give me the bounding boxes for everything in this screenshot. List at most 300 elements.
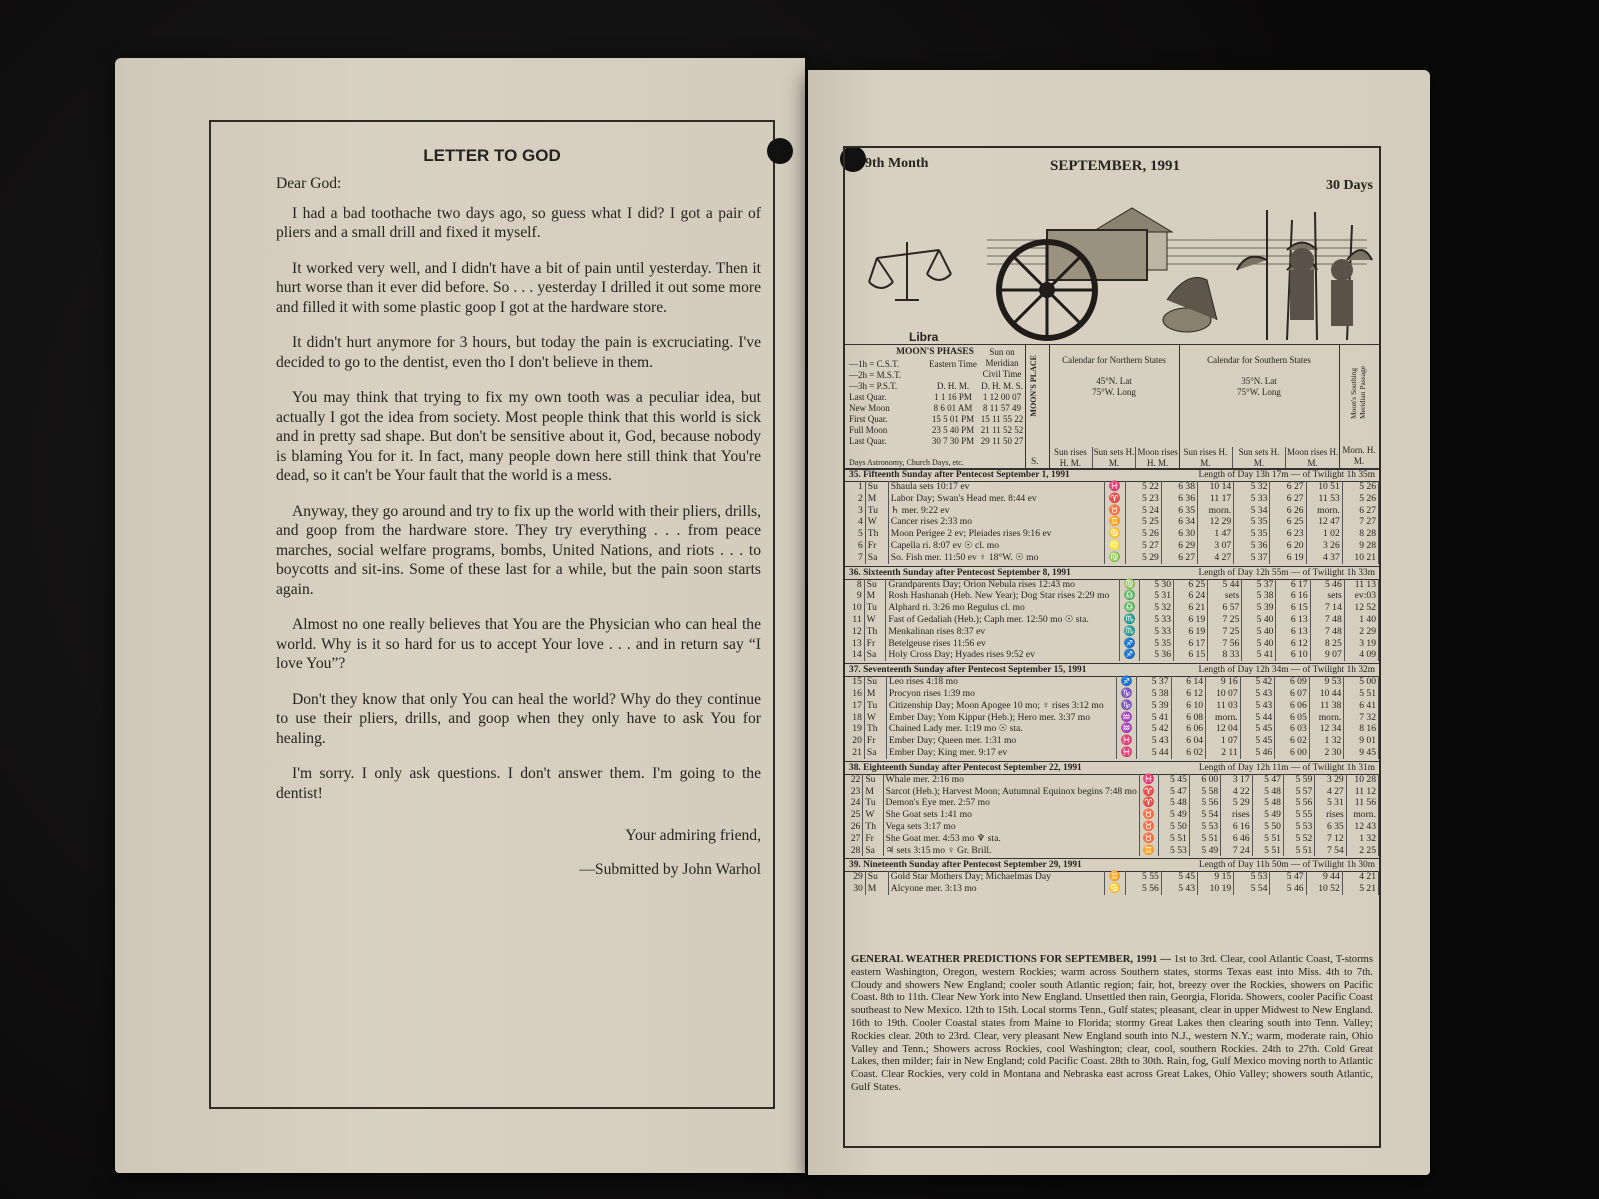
astronomy-event: Alphard ri. 3:26 mo Regulus cl. mo xyxy=(886,602,1120,614)
north-sunset: 5 56 xyxy=(1189,797,1220,809)
astronomy-event: She Goat sets 1:41 mo xyxy=(883,809,1139,821)
left-page xyxy=(115,58,805,1173)
north-sunset: 6 36 xyxy=(1161,493,1197,505)
north-moonrise: 5 29 xyxy=(1221,797,1252,809)
moon-sign: ♈ xyxy=(1139,797,1158,809)
week-table xyxy=(845,871,1379,895)
moon-sign: ♓ xyxy=(1117,747,1137,759)
morn-head: Morn. H. M. xyxy=(1342,445,1376,466)
south-sunset: 5 55 xyxy=(1283,809,1314,821)
weekday: M xyxy=(863,786,883,798)
weekday: Tu xyxy=(863,797,883,809)
moon-sign: ♉ xyxy=(1104,505,1125,517)
north-sunrise: 5 31 xyxy=(1139,590,1173,602)
moon-sign: ♓ xyxy=(1139,774,1158,786)
north-sunrise: 5 30 xyxy=(1139,579,1173,591)
day-number: 20 xyxy=(845,735,864,747)
south-sunrise: 5 35 xyxy=(1234,528,1270,540)
weekday: Tu xyxy=(864,602,886,614)
table-row xyxy=(845,845,1379,857)
week-title: 39. Nineteenth Sunday after Pentecost September 29, 1991 xyxy=(849,860,1082,871)
moon-sign: ♊ xyxy=(1104,871,1125,883)
moon-southing: 5 00 xyxy=(1344,676,1379,688)
north-sunset: 6 27 xyxy=(1161,552,1197,564)
weekday: Fr xyxy=(865,540,888,552)
south-sunset: 6 03 xyxy=(1275,723,1310,735)
moon-southing: 11 13 xyxy=(1344,579,1378,591)
astronomy-event: Rosh Hashanah (Heb. New Year); Dog Star rises 2:29 mo xyxy=(886,590,1120,602)
moon-sign: ♋ xyxy=(1104,528,1125,540)
south-sunrise: 5 41 xyxy=(1242,649,1276,661)
south-sunrise: 5 34 xyxy=(1234,505,1270,517)
day-number: 5 xyxy=(845,528,865,540)
weekday: Su xyxy=(864,579,886,591)
astronomy-event: Ember Day; King mer. 9:17 ev xyxy=(886,747,1116,759)
week-title: 38. Eighteenth Sunday after Pentecost September 22, 1991 xyxy=(849,762,1082,773)
north-moonrise: 9 16 xyxy=(1206,676,1241,688)
phase-name: First Quar. xyxy=(849,414,888,424)
astronomy-event: Alcyone mer. 3:13 mo xyxy=(888,883,1104,895)
moons-place-label: MOON'S PLACE xyxy=(1029,355,1038,417)
day-number: 19 xyxy=(845,723,864,735)
week-day-length: Length of Day 12h 55m — of Twilight 1h 33m xyxy=(1198,567,1375,578)
south-sunrise: 5 43 xyxy=(1240,700,1275,712)
north-sunset: 6 04 xyxy=(1171,735,1206,747)
letter-paragraph: Anyway, they go around and try to fix up the world with their pliers, drills, and goop from the hardware store. They try everything . . . from peace marches, social welfare programs, bombs, United Nations, and riots . . . to boycotts and sit-ins. Some of these last for a while, but the pain soon starts again. xyxy=(276,502,761,598)
south-sunrise: 5 45 xyxy=(1240,735,1275,747)
north-moonrise: 8 33 xyxy=(1208,649,1242,661)
civil-time-value: 21 11 52 52 xyxy=(980,425,1024,435)
table-row xyxy=(845,700,1379,712)
letter-paragraph: I'm sorry. I only ask questions. I don't answer them. I'm going to the dentist! xyxy=(276,765,761,802)
phase-name: Full Moon xyxy=(849,425,888,435)
phase-row xyxy=(849,403,901,414)
north-sunrise: 5 32 xyxy=(1139,602,1173,614)
southern-states-panel xyxy=(1179,345,1340,469)
astronomy-event: Holy Cross Day; Hyades rises 9:52 ev xyxy=(886,649,1120,661)
south-moonrise: morn. xyxy=(1306,505,1342,517)
north-sunrise: 5 33 xyxy=(1139,614,1173,626)
south-sunset: 6 16 xyxy=(1276,590,1310,602)
phase-row xyxy=(849,392,901,403)
north-sunrise: 5 41 xyxy=(1136,712,1171,724)
north-moonrise: 12 29 xyxy=(1198,516,1234,528)
south-sunset: 5 57 xyxy=(1283,786,1314,798)
south-moonrise: 10 51 xyxy=(1306,481,1342,493)
north-sunset: 6 08 xyxy=(1171,712,1206,724)
north-sunrise: 5 50 xyxy=(1158,821,1189,833)
week-title: 35. Fifteenth Sunday after Pentecost September 1, 1991 xyxy=(849,470,1070,480)
eastern-time-value: 15 5 01 PM xyxy=(931,414,975,424)
north-moonrise: 3 07 xyxy=(1198,540,1234,552)
week-header xyxy=(845,761,1379,775)
north-moonrise: 1 07 xyxy=(1206,735,1241,747)
south-sunset: 6 07 xyxy=(1275,688,1310,700)
moon-sign: ♎ xyxy=(1120,602,1140,614)
south-sunrise: 5 48 xyxy=(1252,797,1283,809)
north-sunset: 6 35 xyxy=(1161,505,1197,517)
north-moonrise: 6 46 xyxy=(1221,833,1252,845)
north-sunset: 6 38 xyxy=(1161,481,1197,493)
north-sunrise: 5 55 xyxy=(1125,871,1161,883)
day-number: 2 xyxy=(845,493,865,505)
north-moonrise: 2 11 xyxy=(1206,747,1241,759)
south-sunset: 5 47 xyxy=(1270,871,1306,883)
north-moonrise: 4 27 xyxy=(1198,552,1234,564)
north-sunset: 6 29 xyxy=(1161,540,1197,552)
south-sunset: 5 52 xyxy=(1283,833,1314,845)
moon-sign: ♐ xyxy=(1120,638,1140,650)
moon-southing: 9 45 xyxy=(1344,747,1379,759)
south-sunrise: 5 38 xyxy=(1242,590,1276,602)
right-page xyxy=(808,70,1430,1175)
south-moonrise: 7 54 xyxy=(1315,845,1346,857)
north-sunset: 6 10 xyxy=(1171,700,1206,712)
north-sunrise: 5 26 xyxy=(1125,528,1161,540)
dhm-head: D. H. M. xyxy=(936,381,970,391)
letter-signature: —Submitted by John Warhol xyxy=(579,861,761,878)
astronomy-event: Cancer rises 2:33 mo xyxy=(888,516,1104,528)
day-number: 16 xyxy=(845,688,864,700)
letter-frame xyxy=(209,120,775,1109)
table-row xyxy=(845,833,1379,845)
day-number: 12 xyxy=(845,626,864,638)
astronomy-event: Ember Day; Queen mer. 1:31 mo xyxy=(886,735,1116,747)
letter-greeting: Dear God: xyxy=(276,175,342,192)
north-sunset: 6 15 xyxy=(1174,649,1208,661)
moon-phases-panel xyxy=(845,345,1026,469)
north-sunset-head: Sun sets H. M. xyxy=(1093,447,1135,468)
north-sunrise: 5 36 xyxy=(1139,649,1173,661)
moon-southing: 2 25 xyxy=(1346,845,1378,857)
phase-name: Last Quar. xyxy=(849,436,887,446)
astronomy-event: She Goat mer. 4:53 mo ♆ sta. xyxy=(883,833,1139,845)
north-sunset: 6 24 xyxy=(1174,590,1208,602)
binding-hole xyxy=(767,138,793,164)
weekday: Su xyxy=(863,774,883,786)
south-sunrise: 5 47 xyxy=(1252,774,1283,786)
south-sunset: 6 00 xyxy=(1275,747,1310,759)
south-moonrise: sets xyxy=(1310,590,1344,602)
south-moonrise: rises xyxy=(1315,809,1346,821)
moon-sign: ♓ xyxy=(1117,735,1137,747)
civil-time-value: 1 12 00 07 xyxy=(982,392,1022,402)
moon-southing: 9 01 xyxy=(1344,735,1379,747)
letter-paragraph: Don't they know that only You can heal the world? Why do they continue to use their pliers, drills, and goop when they only have to ask You for healing. xyxy=(276,690,761,747)
table-row xyxy=(845,579,1379,591)
moon-southing: 7 32 xyxy=(1344,712,1379,724)
astronomy-event: Citizenship Day; Moon Apogee 10 mo; ♀ rises 3:12 mo xyxy=(886,700,1116,712)
south-sunrise: 5 48 xyxy=(1252,786,1283,798)
north-sunrise: 5 45 xyxy=(1158,774,1189,786)
moon-sign: ♌ xyxy=(1104,540,1125,552)
astronomy-event: Shaula sets 10:17 ev xyxy=(888,481,1104,493)
south-sunrise: 5 43 xyxy=(1240,688,1275,700)
day-number: 4 xyxy=(845,516,865,528)
moon-sign: ♉ xyxy=(1139,833,1158,845)
harvest-engraving xyxy=(847,200,1377,344)
moon-southing: 6 41 xyxy=(1344,700,1379,712)
north-sunrise: 5 44 xyxy=(1136,747,1171,759)
moon-sign: ♎ xyxy=(1120,590,1140,602)
weekday: M xyxy=(865,493,888,505)
north-sunrise: 5 43 xyxy=(1136,735,1171,747)
south-sunset: 6 02 xyxy=(1275,735,1310,747)
days-footer: Days Astronomy, Church Days, etc. xyxy=(849,458,964,467)
moon-sign: ♉ xyxy=(1139,821,1158,833)
weekday: Fr xyxy=(864,735,886,747)
north-sunrise: 5 27 xyxy=(1125,540,1161,552)
north-moonrise: rises xyxy=(1221,809,1252,821)
south-moonrise: 2 30 xyxy=(1309,747,1344,759)
astronomy-event: Gold Star Mothers Day; Michaelmas Day xyxy=(888,871,1104,883)
astronomy-event: Moon Perigee 2 ev; Pleiades rises 9:16 ev xyxy=(888,528,1104,540)
moon-sign: ♊ xyxy=(1104,516,1125,528)
south-sunrise: 5 37 xyxy=(1242,579,1276,591)
day-number: 21 xyxy=(845,747,864,759)
moon-phases-heading: MOON'S PHASES xyxy=(896,347,974,357)
table-row xyxy=(845,688,1379,700)
cart-engraving-illustration xyxy=(847,200,1377,344)
south-moonrise-head: Moon rises H. M. xyxy=(1287,447,1339,468)
north-moonrise: 3 17 xyxy=(1221,774,1252,786)
table-row xyxy=(845,676,1379,688)
table-row xyxy=(845,505,1379,517)
table-row xyxy=(845,712,1379,724)
north-sunrise: 5 53 xyxy=(1158,845,1189,857)
south-sunset: 6 27 xyxy=(1270,481,1306,493)
south-moonrise: 7 12 xyxy=(1315,833,1346,845)
north-sunrise: 5 38 xyxy=(1136,688,1171,700)
south-sunset: 6 06 xyxy=(1275,700,1310,712)
north-moonrise: 4 22 xyxy=(1221,786,1252,798)
moon-southing: 1 32 xyxy=(1346,833,1378,845)
moon-sign: ♑ xyxy=(1117,700,1137,712)
week-header xyxy=(845,663,1379,677)
south-moonrise: 9 07 xyxy=(1310,649,1344,661)
table-row xyxy=(845,540,1379,552)
north-moonrise: 7 25 xyxy=(1208,626,1242,638)
north-moonrise: 6 57 xyxy=(1208,602,1242,614)
astronomy-event: Fast of Gedaliah (Heb.); Caph mer. 12:50 mo ☉ sta. xyxy=(886,614,1120,626)
south-sunset: 5 53 xyxy=(1283,821,1314,833)
south-sunrise: 5 36 xyxy=(1234,540,1270,552)
south-sunset: 6 27 xyxy=(1270,493,1306,505)
civil-time-value: 15 11 55 22 xyxy=(980,414,1024,424)
table-row xyxy=(845,821,1379,833)
eastern-time-value: 23 5 40 PM xyxy=(931,425,975,435)
south-moonrise: 7 14 xyxy=(1310,602,1344,614)
north-moonrise: 11 17 xyxy=(1198,493,1234,505)
north-sunrise: 5 47 xyxy=(1158,786,1189,798)
letter-paragraph: It didn't hurt anymore for 3 hours, but today the pain is excruciating. I've decided to go to the dentist, even tho I don't believe in them. xyxy=(276,334,761,371)
south-sunset: 6 20 xyxy=(1270,540,1306,552)
moon-sign: ♈ xyxy=(1104,493,1125,505)
table-row xyxy=(845,797,1379,809)
north-moonrise: 6 16 xyxy=(1221,821,1252,833)
north-sunset: 6 14 xyxy=(1171,676,1206,688)
astronomy-event: Procyon rises 1:39 mo xyxy=(886,688,1116,700)
moon-southing: 7 27 xyxy=(1342,516,1378,528)
eastern-time-value: 1 1 16 PM xyxy=(934,392,972,402)
moon-southing: 1 40 xyxy=(1344,614,1378,626)
week-day-length: Length of Day 13h 17m — of Twilight 1h 35m xyxy=(1198,470,1375,480)
north-sunrise: 5 23 xyxy=(1125,493,1161,505)
day-number: 25 xyxy=(845,809,863,821)
north-sunrise-head: Sun rises H. M. xyxy=(1049,447,1093,469)
south-title: Calendar for Southern States xyxy=(1207,355,1311,365)
north-sunset: 5 51 xyxy=(1189,833,1220,845)
north-moonrise-head: Moon rises H. M. xyxy=(1137,447,1178,468)
south-sunrise: 5 33 xyxy=(1234,493,1270,505)
moon-sign: ♑ xyxy=(1117,688,1137,700)
south-lat: 35°N. Lat xyxy=(1241,376,1277,386)
astronomy-event: ♃ sets 3:15 mo ♀ Gr. Brill. xyxy=(883,845,1139,857)
meridian-column xyxy=(1339,345,1379,469)
table-row xyxy=(845,481,1379,493)
moon-southing: 4 09 xyxy=(1344,649,1378,661)
north-sunset: 6 06 xyxy=(1171,723,1206,735)
weekday: Sa xyxy=(864,747,886,759)
libra-scales-icon xyxy=(869,242,951,300)
south-sunset: 6 10 xyxy=(1276,649,1310,661)
south-sunrise: 5 39 xyxy=(1242,602,1276,614)
moon-sign: ♏ xyxy=(1120,614,1140,626)
astronomy-event: Menkalinan rises 8:37 ev xyxy=(886,626,1120,638)
day-number: 9 xyxy=(845,590,864,602)
south-sunset: 6 13 xyxy=(1276,626,1310,638)
day-number: 22 xyxy=(845,774,863,786)
weekday: Th xyxy=(863,821,883,833)
week-table xyxy=(845,481,1379,564)
south-sunrise: 5 49 xyxy=(1252,809,1283,821)
south-moonrise: morn. xyxy=(1309,712,1344,724)
south-sunset: 6 09 xyxy=(1275,676,1310,688)
astronomy-event: Sarcot (Heb.); Harvest Moon; Autumnal Equinox begins 7:48 mo xyxy=(883,786,1139,798)
eastern-time-head: Eastern Time xyxy=(929,359,977,369)
letter-paragraph: It worked very well, and I didn't have a bit of pain until yesterday. Then it hurt worse than it ever did before. So . . . yesterday I drilled it out some more and filled it with some plastic goop I got at the hardware store. xyxy=(276,259,761,316)
astronomy-event: Leo rises 4:18 mo xyxy=(886,676,1116,688)
day-number: 26 xyxy=(845,821,863,833)
moon-southing: ev:03 xyxy=(1344,590,1378,602)
north-sunset: 6 19 xyxy=(1174,614,1208,626)
moon-southing: 3 19 xyxy=(1344,638,1378,650)
north-moonrise: 10 07 xyxy=(1206,688,1241,700)
week-table xyxy=(845,676,1379,759)
weekday: Fr xyxy=(864,638,886,650)
weekday: Sa xyxy=(865,552,888,564)
south-moonrise: 3 29 xyxy=(1315,774,1346,786)
south-moonrise: 5 31 xyxy=(1315,797,1346,809)
moon-southing: 12 52 xyxy=(1344,602,1378,614)
north-sunrise: 5 29 xyxy=(1125,552,1161,564)
table-row xyxy=(845,528,1379,540)
letter-title: LETTER TO GOD xyxy=(423,146,561,165)
south-sunset: 5 59 xyxy=(1283,774,1314,786)
north-sunset: 6 00 xyxy=(1189,774,1220,786)
moon-southing: 5 26 xyxy=(1342,481,1378,493)
south-moonrise: 9 53 xyxy=(1309,676,1344,688)
week-header xyxy=(845,566,1379,580)
moon-southing: 9 28 xyxy=(1342,540,1378,552)
phase-name: New Moon xyxy=(849,403,890,413)
astronomy-event: Whale mer. 2:16 mo xyxy=(883,774,1139,786)
day-number: 27 xyxy=(845,833,863,845)
astronomy-event: ♄ mer. 9:22 ev xyxy=(888,505,1104,517)
north-sunset: 5 45 xyxy=(1161,871,1197,883)
moon-sign: ♓ xyxy=(1104,481,1125,493)
moon-sign: ♋ xyxy=(1104,883,1125,895)
week-table xyxy=(845,774,1379,857)
north-sunset: 5 43 xyxy=(1161,883,1197,895)
table-row xyxy=(845,883,1379,895)
south-moonrise: 8 25 xyxy=(1310,638,1344,650)
north-sunset: 6 17 xyxy=(1174,638,1208,650)
north-sunset: 6 19 xyxy=(1174,626,1208,638)
day-number: 6 xyxy=(845,540,865,552)
north-title: Calendar for Northern States xyxy=(1062,355,1166,365)
north-sunrise: 5 56 xyxy=(1125,883,1161,895)
south-moonrise: 11 38 xyxy=(1309,700,1344,712)
weekday: M xyxy=(864,590,886,602)
civil-time-head: Sun on Meridian Civil Time xyxy=(982,347,1022,379)
south-moonrise: 6 35 xyxy=(1315,821,1346,833)
phase-name: Last Quar. xyxy=(849,392,887,402)
weekday: Tu xyxy=(865,505,888,517)
north-sunrise: 5 39 xyxy=(1136,700,1171,712)
south-sunset-head: Sun sets H. M. xyxy=(1233,447,1287,469)
south-moonrise: 1 02 xyxy=(1306,528,1342,540)
weekday: Fr xyxy=(863,833,883,845)
moon-southing: 8 28 xyxy=(1342,528,1378,540)
north-lat: 45°N. Lat xyxy=(1096,376,1132,386)
weekday: Su xyxy=(865,481,888,493)
table-row xyxy=(845,590,1379,602)
south-sunrise: 5 32 xyxy=(1234,481,1270,493)
north-sunrise: 5 35 xyxy=(1139,638,1173,650)
south-sunset: 5 51 xyxy=(1283,845,1314,857)
weekday: Th xyxy=(865,528,888,540)
astronomy-event: Capella ri. 8:07 ev ☉ cl. mo xyxy=(888,540,1104,552)
weekday: W xyxy=(864,712,886,724)
south-sunset: 6 05 xyxy=(1275,712,1310,724)
moon-southing: 12 43 xyxy=(1346,821,1378,833)
letter-closing: Your admiring friend, xyxy=(625,827,761,844)
north-sunrise: 5 51 xyxy=(1158,833,1189,845)
south-moonrise: 9 44 xyxy=(1306,871,1342,883)
astronomy-event: Grandparents Day; Orion Nebula rises 12:43 mo xyxy=(886,579,1120,591)
table-row xyxy=(845,552,1379,564)
moon-sign: ♉ xyxy=(1139,809,1158,821)
moon-southing: 5 51 xyxy=(1344,688,1379,700)
moon-southing: 4 21 xyxy=(1342,871,1378,883)
table-row xyxy=(845,493,1379,505)
north-sunrise: 5 22 xyxy=(1125,481,1161,493)
moon-sign: ♍ xyxy=(1120,579,1140,591)
south-sunrise-head: Sun rises H. M. xyxy=(1179,447,1233,469)
north-sunrise: 5 37 xyxy=(1136,676,1171,688)
week-day-length: Length of Day 11h 50m — of Twilight 1h 30m xyxy=(1198,860,1375,871)
moons-place-column xyxy=(1025,345,1050,469)
northern-states-panel xyxy=(1049,345,1180,469)
letter-body xyxy=(211,174,773,803)
table-row xyxy=(845,774,1379,786)
s-label: S. xyxy=(1031,457,1039,467)
dhms-head: D. H. M. S. xyxy=(981,381,1023,391)
south-sunrise: 5 40 xyxy=(1242,614,1276,626)
civil-time-value: 29 11 50 27 xyxy=(980,436,1024,446)
weather-lead: GENERAL WEATHER PREDICTIONS FOR SEPTEMBER, 1991 — xyxy=(851,954,1171,965)
